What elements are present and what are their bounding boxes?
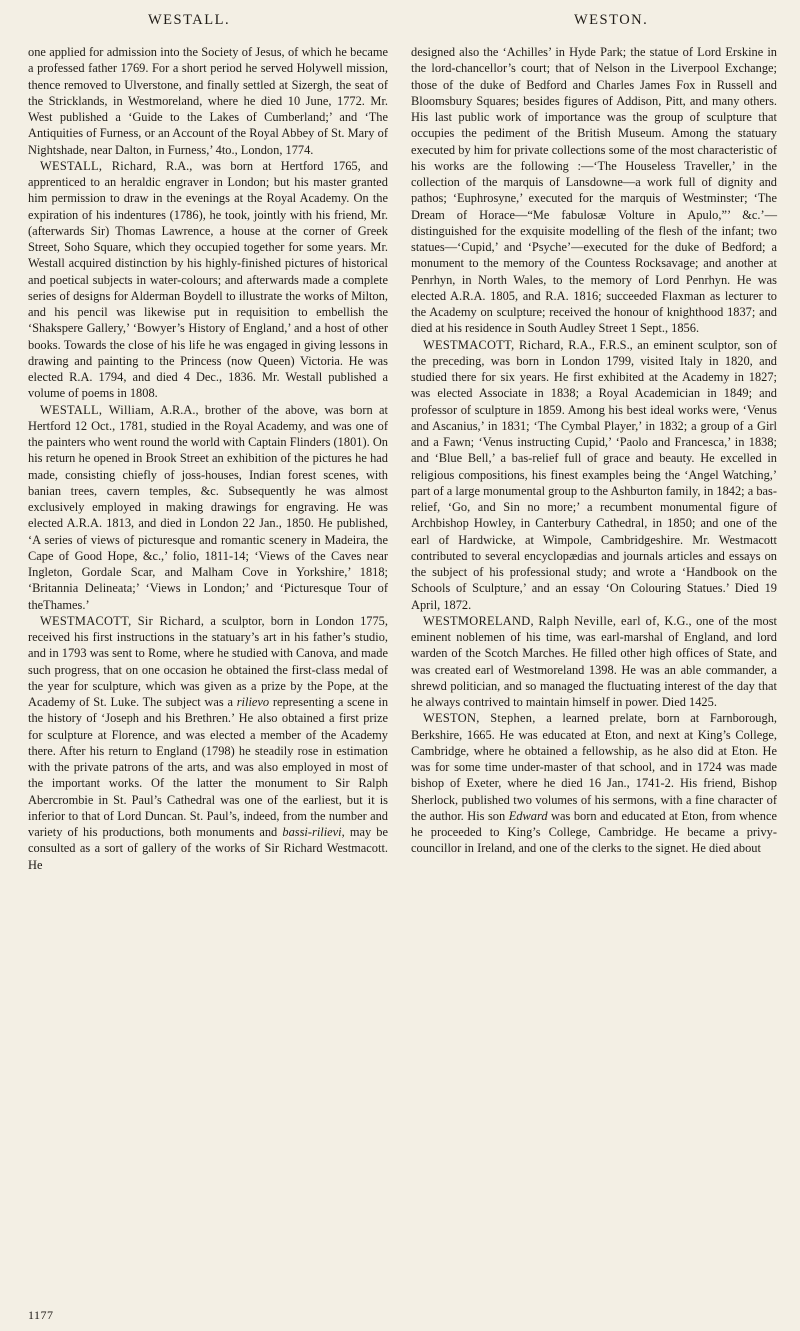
header-right-guide-word: WESTON. — [574, 12, 649, 28]
entry-text: R.A., was born at Hertford 1765, and apprenticed to an heraldic engraver in London; but his master granted him permission to draw in the evenings at the Royal Academy. On the expiration of his indentures (1786), he took, jointly with his friend, Mr. (afterwards Sir) Thomas Lawrence, a house at the corner of Greek Street, Soho Square, which they occupied together for some years. Mr. Westall acquired distinction by his highly-finished pictures of historical and poetical subjects in water-colours; and afterwards made a complete series of designs for Alderman Boydell to illustrate the works of Milton, and his pencil was likewise put in requisition to embellish the ‘Shakspere Gallery,’ ‘Bowyer’s History of England,’ and a host of other books. Towards the close of his life he was engaged in giving lessons in drawing and painting to the Princess (now Queen) Victoria. He was elected R.A. 1794, and died 4 Dec., 1836. Mr. Westall published a volume of poems in 1808. — [28, 158, 388, 401]
entry-forename: Sir Richard, — [137, 613, 205, 628]
entry-forename: Stephen, — [490, 711, 536, 726]
continued-entry: one applied for admission into the Society of Jesus, of which he became a professed father 1769. For a short period he served Holywell mission, thence removed to Ulverstone, and finally settled at Sizergh, the seat of the Stricklands, in Westmoreland, where he died 10 June, 1772. Mr. West published a ‘Guide to the Lakes of Cumberland;’ and ‘The Antiquities of Furness, or an Account of the Royal Abbey of St. Mary of Nightshade, near Dalton, in Furness,’ 4to., London, 1774. — [28, 45, 388, 157]
entry-forename: Richard, — [111, 158, 157, 173]
entry-text: a sculptor, born in London 1775, received his first instructions in the statuary’s art in his father’s studio, and in 1793 was sent to Rome, where he studied with Canova, and made such progress, that on one occasion he obtained the first-class medal of the year for sculpture, which was given as a prize by the Pope, at the Academy of St. Luke. The subject was a — [28, 613, 388, 709]
entry-westmacott-sir-richard — [28, 613, 388, 873]
entry-headword: WESTMORELAND, — [423, 613, 534, 628]
entry-text: representing a scene in the history of ‘Joseph and his Brethren.’ He also obtained a first prize for sculpture at Florence, and was elected a member of the Academy there. After his return to England (1798) he steadily rose in estimation with the private patrons of the arts, and was also employed in most of the important works. Of the latter the monument to Sir Ralph Abercrombie in St. Paul’s Cathedral was one of the earliest, but it is inferior to that of Lord Duncan. St. Paul’s, indeed, from the number and variety of his productions, both monuments and — [28, 695, 389, 839]
entry-forename: Richard, — [519, 337, 564, 352]
running-header — [0, 12, 800, 38]
entry-text: was born and educated at Eton, from whence he proceeded to King’s College, Cambridge. He became a privy-councillor in Ireland, and one of the clerks to the signet. He died about — [411, 808, 777, 856]
entry-headword: WESTALL, — [40, 158, 103, 173]
entry-forename: William, — [108, 402, 155, 417]
right-column — [411, 44, 777, 857]
entry-text: a learned prelate, born at Farnborough, Berkshire, 1665. He was educated at Eton, and next at King’s College, Cambridge, where he obtained a fellowship, as he also did at Eton. He was for some time under-master of that school, and in 1724 was made bishop of Exeter, where he died 16 Jan., 1741-2. His friend, Bishop Sherlock, published two volumes of his sermons, with a fine character of the author. His son — [411, 711, 777, 823]
entry-headword: WESTMACOTT, — [423, 337, 515, 352]
entry-headword: WESTON, — [423, 711, 480, 726]
entry-westall-richard — [28, 158, 388, 402]
header-left-guide-word: WESTALL. — [148, 12, 231, 28]
entry-westmoreland — [411, 613, 777, 711]
entry-forename: Ralph Neville, earl of, — [538, 613, 660, 628]
entry-text: K.G., one of the most eminent noblemen of his time, was earl-marshal of England, and lord warden of the Scotch Marches. He filled other high offices of State, and was created earl of Westmoreland 1398. He was an able commander, a shrewd politician, and so managed the fluctuating interest of the day that he always contrived to maintain himself in power. Died 1425. — [411, 613, 777, 709]
entry-text: may be consulted as a sort of gallery of the works of Sir Richard Westmacott. He — [28, 825, 388, 872]
entry-headword: WESTMACOTT, — [40, 613, 132, 628]
continued-entry: designed also the ‘Achilles’ in Hyde Park; the statue of Lord Erskine in the lord-chancellor’s court; that of Nelson in the Liverpool Exchange; those of the duke of Bedford and Charles James Fox in Russell and Bloomsbury Squares; besides figures of Addison, Pitt, and many others. His last public work of importance was the group of sculpture that occupies the pediment of the British Museum. Among the statuary executed by him for private collections some of the most characteristic of his works are the following :—‘The Houseless Traveller,’ in the collection of the marquis of Lansdowne—a work full of dignity and pathos; ‘Euphrosyne,’ executed for the marquis of Westminster; ‘The Dream of Horace—“Me fabulosæ Volture in Apulo,”’ &c.’—distinguished for the exquisite modelling of the flesh of the infant; two statues—‘Cupid,’ and ‘Psyche’—executed for the duke of Bedford; a monument to the memory of the Countess Rocksavage; and another at Penrhyn, in North Wales, to the memory of Lord Penrhyn. He was elected A.R.A. 1805, and R.A. 1816; succeeded Flaxman as lecturer to the Academy on sculpture; received the honour of knighthood 1837; and died at his residence in South Audley Street 1 Sept., 1856. — [411, 45, 777, 336]
italic-term: bassi-rilievi, — [282, 825, 345, 839]
entry-westmacott-richard — [411, 337, 777, 613]
entry-text: R.A., F.R.S., an eminent sculptor, son of the preceding, was born in London 1799, visited Italy in 1820, and studied there for six years. He first exhibited at the Academy in 1827; was elected Associate in 1838; a Royal Academician in 1849; and professor of sculpture in 1859. Among his best ideal works were, ‘Venus and Ascanius,’ in 1831; ‘The Cymbal Player,’ in 1832; a group of a Girl and a Fawn; ‘Venus instructing Cupid,’ ‘Paolo and Francesca,’ in 1838; and ‘Blue Bell,’ a bas-relief full of grace and beauty. He excelled in religious compositions, his finest examples being the ‘Angel Watching,’ part of a large monumental group to the Ashburton family, in 1842; a bas-relief, ‘Go, and Sin no more;’ a recumbent monumental figure of Archbishop Howley, in Canterbury Cathedral, in 1850; and one of the earl of Hardwicke, at Wimpole, Cambridgeshire. Mr. Westmacott contributed to several encyclopædias and journals articles and essays on the subject of his professional study; and wrote a ‘Handbook on the Schools of Sculpture,’ and an essay ‘On Colouring Statues.’ Died 19 April, 1872. — [411, 337, 777, 612]
italic-term: Edward — [508, 808, 548, 823]
entry-text: A.R.A., brother of the above, was born at Hertford 12 Oct., 1781, studied in the Royal Academy, and was one of the painters who went round the world with Captain Flinders (1801). On his return he opened in Brook Street an exhibition of the pictures he had made, consisting chiefly of joss-houses, Indian forest scenes, with banian trees, cavern temples, &c. Subsequently he was almost exclusively employed in making drawings for engraving. He was elected A.R.A. 1813, and died in London 22 Jan., 1850. He published, ‘A series of views of picturesque and romantic scenery in Madeira, the Cape of Good Hope, &c.,’ folio, 1811-14; ‘Views of the Caves near Ingleton, Gordale Scar, and Malham Cove in Yorkshire,’ 1818; ‘Britannia Delineata;’ ‘Views in London;’ and ‘Picturesque Tour of theThames.’ — [28, 402, 388, 612]
entry-headword: WESTALL, — [40, 402, 103, 417]
left-column — [28, 44, 388, 873]
entry-weston-stephen — [411, 710, 777, 856]
italic-term: rilievo — [236, 695, 270, 709]
entry-westall-william — [28, 402, 388, 613]
page-number: 1177 — [28, 1308, 54, 1322]
